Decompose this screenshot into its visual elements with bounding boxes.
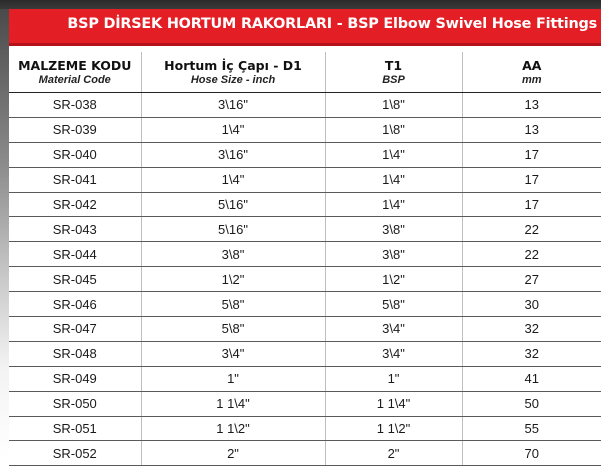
table-row [9, 341, 601, 366]
aa-cell: 17 [462, 142, 601, 167]
t1-cell: 1 1\2" [325, 416, 462, 441]
material-code-cell: SR-050 [9, 391, 141, 416]
material-code-cell: SR-048 [9, 341, 141, 366]
t1-cell: 1\4" [325, 192, 462, 217]
hose-size-cell: 3\4" [141, 341, 325, 366]
aa-cell: 13 [462, 93, 601, 118]
hose-size-cell: 5\8" [141, 292, 325, 317]
aa-cell: 70 [462, 441, 601, 466]
aa-cell: 32 [462, 317, 601, 342]
table-header-row [9, 52, 601, 93]
t1-cell: 2" [325, 441, 462, 466]
hose-size-cell: 5\16" [141, 217, 325, 242]
hose-size-cell: 2" [141, 441, 325, 466]
t1-cell: 5\8" [325, 292, 462, 317]
table-row [9, 441, 601, 466]
header-hose-size [141, 52, 325, 93]
aa-cell: 55 [462, 416, 601, 441]
material-code-cell: SR-047 [9, 317, 141, 342]
table-row [9, 416, 601, 441]
hose-size-cell: 1\4" [141, 117, 325, 142]
aa-cell: 50 [462, 391, 601, 416]
aa-cell: 30 [462, 292, 601, 317]
header-t1-en: BSP [326, 73, 462, 87]
table-row [9, 192, 601, 217]
t1-cell: 1\4" [325, 142, 462, 167]
table-row [9, 366, 601, 391]
t1-cell: 1" [325, 366, 462, 391]
hose-size-cell: 5\8" [141, 317, 325, 342]
header-material-code-tr: MALZEME KODU [9, 58, 141, 73]
table-row [9, 242, 601, 267]
header-t1 [325, 52, 462, 93]
material-code-cell: SR-042 [9, 192, 141, 217]
t1-cell: 1 1\4" [325, 391, 462, 416]
hose-size-cell: 5\16" [141, 192, 325, 217]
aa-cell: 32 [462, 341, 601, 366]
hose-size-cell: 1" [141, 366, 325, 391]
material-code-cell: SR-049 [9, 366, 141, 391]
aa-cell: 22 [462, 242, 601, 267]
table-row [9, 142, 601, 167]
aa-cell: 17 [462, 192, 601, 217]
hose-size-cell: 3\16" [141, 93, 325, 118]
fittings-table [9, 52, 601, 466]
aa-cell: 41 [462, 366, 601, 391]
material-code-cell: SR-038 [9, 93, 141, 118]
material-code-cell: SR-045 [9, 267, 141, 292]
material-code-cell: SR-044 [9, 242, 141, 267]
t1-cell: 1\8" [325, 93, 462, 118]
header-hose-size-tr: Hortum İç Çapı - D1 [142, 58, 325, 73]
t1-cell: 1\4" [325, 167, 462, 192]
material-code-cell: SR-043 [9, 217, 141, 242]
aa-cell: 27 [462, 267, 601, 292]
hose-size-cell: 3\16" [141, 142, 325, 167]
hose-size-cell: 1\4" [141, 167, 325, 192]
header-aa [462, 52, 601, 93]
material-code-cell: SR-052 [9, 441, 141, 466]
t1-cell: 3\4" [325, 317, 462, 342]
header-aa-tr: AA [463, 58, 601, 73]
title-banner [9, 9, 601, 46]
header-aa-en: mm [463, 73, 601, 87]
t1-cell: 3\4" [325, 341, 462, 366]
t1-cell: 3\8" [325, 217, 462, 242]
material-code-cell: SR-039 [9, 117, 141, 142]
hose-size-cell: 1\2" [141, 267, 325, 292]
aa-cell: 13 [462, 117, 601, 142]
hose-size-cell: 1 1\2" [141, 416, 325, 441]
t1-cell: 3\8" [325, 242, 462, 267]
material-code-cell: SR-041 [9, 167, 141, 192]
material-code-cell: SR-051 [9, 416, 141, 441]
table-row [9, 117, 601, 142]
table-row [9, 267, 601, 292]
aa-cell: 17 [462, 167, 601, 192]
hose-size-cell: 1 1\4" [141, 391, 325, 416]
t1-cell: 1\8" [325, 117, 462, 142]
left-gradient-edge [0, 9, 9, 458]
header-material-code-en: Material Code [9, 73, 141, 87]
table-row [9, 93, 601, 118]
hose-size-cell: 3\8" [141, 242, 325, 267]
table-row [9, 217, 601, 242]
table-row [9, 317, 601, 342]
table-row [9, 292, 601, 317]
header-t1-tr: T1 [326, 58, 462, 73]
table-row [9, 167, 601, 192]
material-code-cell: SR-046 [9, 292, 141, 317]
page-title: BSP DİRSEK HORTUM RAKORLARI - BSP Elbow Swivel Hose Fittings [67, 16, 597, 32]
top-dark-band [0, 0, 601, 9]
header-material-code [9, 52, 141, 93]
header-hose-size-en: Hose Size - inch [142, 73, 325, 87]
material-code-cell: SR-040 [9, 142, 141, 167]
aa-cell: 22 [462, 217, 601, 242]
table-row [9, 391, 601, 416]
t1-cell: 1\2" [325, 267, 462, 292]
